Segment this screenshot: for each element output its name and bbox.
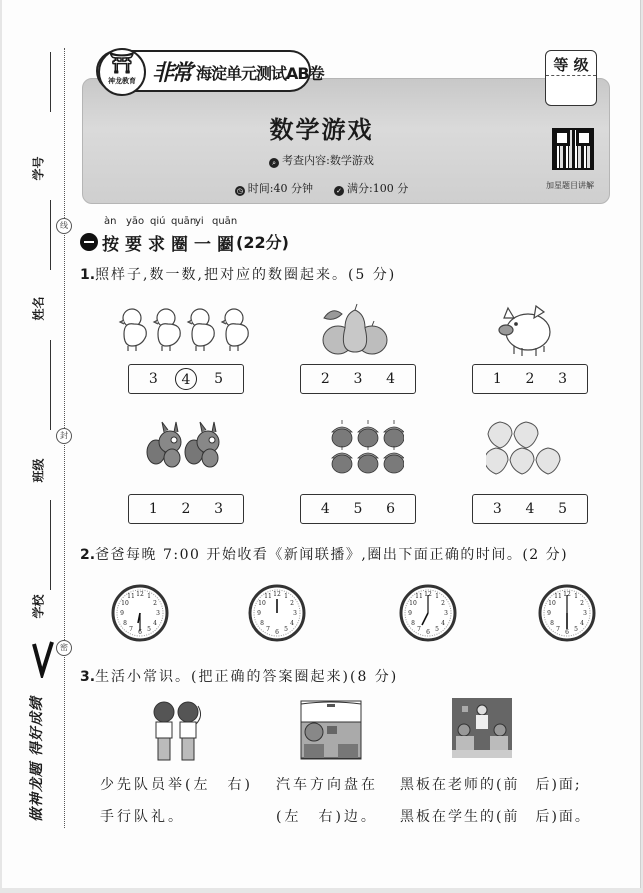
- search-icon: ⌕: [269, 158, 279, 168]
- check-circle-icon: ✓: [334, 186, 344, 196]
- svg-text:7: 7: [417, 626, 421, 633]
- option-circled[interactable]: 4: [175, 368, 197, 390]
- slogan: 做神龙题 得好成绩: [29, 696, 45, 822]
- grade-divider: [546, 75, 596, 76]
- strawberries-picture: [486, 418, 566, 476]
- pears-picture: [320, 300, 390, 356]
- question-text: 生活小常识。(把正确的答案圈起来)(8 分): [95, 669, 399, 685]
- class-label: 班级: [31, 458, 46, 483]
- svg-text:12: 12: [273, 591, 281, 598]
- pig-picture: [496, 300, 556, 358]
- svg-text:4: 4: [153, 620, 157, 627]
- grade-label: 等 级: [553, 56, 589, 74]
- svg-text:12: 12: [136, 591, 144, 598]
- svg-text:2: 2: [441, 600, 445, 607]
- option[interactable]: 3: [214, 501, 224, 517]
- answer-box[interactable]: [128, 494, 244, 524]
- svg-text:3: 3: [444, 610, 448, 617]
- option[interactable]: 4: [386, 371, 396, 387]
- seal-line: 线: [56, 218, 72, 234]
- name-label: 姓名: [31, 296, 46, 321]
- school-field-line: [50, 500, 51, 590]
- svg-text:6: 6: [275, 629, 279, 636]
- pioneers-saluting-picture: [148, 700, 208, 762]
- qr-caption: 加星题目讲解: [546, 181, 594, 190]
- logo-text: 神龙教育: [108, 77, 136, 85]
- answer-box[interactable]: [300, 494, 416, 524]
- option[interactable]: 6: [386, 501, 396, 517]
- svg-text:10: 10: [548, 600, 556, 607]
- clock-option-3[interactable]: [398, 583, 458, 643]
- svg-text:9: 9: [257, 610, 261, 617]
- pinyin: àn: [104, 216, 117, 227]
- name-field-line: [50, 200, 51, 270]
- section-number-badge: [80, 233, 98, 251]
- exam-meta: [0, 180, 643, 196]
- svg-text:1: 1: [435, 593, 439, 600]
- section-score: 。(22分): [220, 233, 289, 252]
- svg-text:4: 4: [441, 620, 445, 627]
- svg-text:8: 8: [411, 620, 415, 627]
- exam-scope: [0, 152, 643, 168]
- classroom-picture: [452, 698, 512, 758]
- svg-text:9: 9: [408, 610, 412, 617]
- ducks-picture: [118, 304, 254, 354]
- svg-text:6: 6: [138, 629, 142, 636]
- answer-box[interactable]: [128, 364, 244, 394]
- page-title: 数学游戏: [269, 116, 374, 144]
- svg-text:10: 10: [121, 600, 129, 607]
- option[interactable]: 3: [558, 371, 568, 387]
- seal-feng: 封: [56, 428, 72, 444]
- svg-text:12: 12: [424, 591, 432, 598]
- gate-icon: ⛩: [109, 51, 135, 75]
- school-label: 学校: [31, 594, 46, 619]
- option[interactable]: 4: [320, 501, 330, 517]
- grade-box: [545, 50, 597, 106]
- seal-mi: 密: [56, 640, 72, 656]
- section-title: 按要求圈一圈: [102, 235, 240, 255]
- svg-text:4: 4: [580, 620, 584, 627]
- score-text: 满分:100 分: [347, 182, 409, 195]
- svg-text:1: 1: [284, 593, 288, 600]
- brand-script: 非常: [152, 60, 191, 86]
- option[interactable]: 2: [181, 501, 191, 517]
- option[interactable]: 2: [320, 371, 330, 387]
- answer-box[interactable]: [300, 364, 416, 394]
- option[interactable]: 1: [492, 371, 502, 387]
- question-3: 3.生活小常识。(把正确的答案圈起来)(8 分): [80, 669, 399, 685]
- svg-text:2: 2: [153, 600, 157, 607]
- answer-box[interactable]: [472, 364, 588, 394]
- svg-text:10: 10: [409, 600, 417, 607]
- question-1: 1.照样子,数一数,把对应的数圈起来。(5 分): [80, 267, 397, 283]
- clock-option-4[interactable]: [537, 583, 597, 643]
- svg-text:2: 2: [290, 600, 294, 607]
- option[interactable]: 3: [492, 501, 502, 517]
- svg-text:1: 1: [147, 593, 151, 600]
- pinyin: qiú: [150, 216, 166, 227]
- car-dashboard-picture: [300, 700, 362, 760]
- pinyin: quān: [171, 216, 197, 227]
- svg-text:12: 12: [563, 591, 571, 598]
- option[interactable]: 1: [148, 501, 158, 517]
- pinyin: yāo: [126, 216, 145, 227]
- time-text: 时间:40 分钟: [247, 182, 313, 195]
- answer-steering-line1: 汽车方向盘在: [276, 777, 378, 793]
- svg-text:5: 5: [284, 626, 288, 633]
- option[interactable]: 3: [148, 371, 158, 387]
- svg-text:3: 3: [156, 610, 160, 617]
- answer-blackboard-teacher[interactable]: 黑板在老师的(前 后)面;: [400, 777, 582, 793]
- clock-icon: ◷: [236, 187, 243, 195]
- svg-text:7: 7: [266, 626, 270, 633]
- checkmark-icon: [32, 640, 54, 678]
- squirrels-picture: [146, 420, 222, 470]
- brand-logo: [98, 48, 146, 96]
- option[interactable]: 5: [214, 371, 224, 387]
- option[interactable]: 3: [353, 371, 363, 387]
- option[interactable]: 4: [525, 501, 535, 517]
- pinyin: yi: [195, 216, 204, 227]
- question-text: 照样子,数一数,把对应的数圈起来。(5 分): [95, 267, 397, 283]
- svg-text:4: 4: [290, 620, 294, 627]
- student-id-field-line: [50, 52, 51, 112]
- svg-text:6: 6: [426, 629, 430, 636]
- option[interactable]: 2: [525, 371, 535, 387]
- class-field-line: [50, 340, 51, 430]
- svg-text:7: 7: [129, 626, 133, 633]
- svg-text:2: 2: [580, 600, 584, 607]
- acorns-picture: [330, 420, 404, 474]
- svg-text:10: 10: [258, 600, 266, 607]
- answer-salute-line1[interactable]: 少先队员举(左 右): [100, 777, 253, 793]
- svg-text:8: 8: [123, 620, 127, 627]
- answer-blackboard-students[interactable]: 黑板在学生的(前 后)面。: [400, 809, 591, 825]
- question-text: 爸爸每晚 7:00 开始收看《新闻联播》,圈出下面正确的时间。(2 分): [95, 547, 569, 563]
- svg-text:9: 9: [120, 610, 124, 617]
- series-name: 海淀单元测试AB卷: [196, 64, 324, 83]
- answer-steering-line2[interactable]: (左 右)边。: [276, 809, 378, 825]
- svg-text:1: 1: [574, 593, 578, 600]
- svg-text:9: 9: [547, 610, 551, 617]
- student-id-label: 学号: [31, 156, 46, 181]
- question-2: 2.爸爸每晚 7:00 开始收看《新闻联播》,圈出下面正确的时间。(2 分): [80, 547, 569, 563]
- answer-salute-line2: 手行队礼。: [100, 809, 185, 825]
- clock-option-2[interactable]: [247, 583, 307, 643]
- svg-text:11: 11: [415, 593, 423, 600]
- scope-text: 考查内容:数学游戏: [282, 154, 374, 167]
- clock-option-1[interactable]: [110, 583, 170, 643]
- pinyin: quān: [212, 216, 238, 227]
- option[interactable]: 5: [558, 501, 568, 517]
- svg-text:3: 3: [293, 610, 297, 617]
- svg-text:5: 5: [574, 626, 578, 633]
- svg-text:5: 5: [147, 626, 151, 633]
- answer-box[interactable]: [472, 494, 588, 524]
- svg-text:11: 11: [127, 593, 135, 600]
- option[interactable]: 5: [353, 501, 363, 517]
- svg-text:5: 5: [435, 626, 439, 633]
- svg-text:3: 3: [583, 610, 587, 617]
- svg-text:11: 11: [264, 593, 272, 600]
- svg-text:11: 11: [554, 593, 562, 600]
- svg-text:8: 8: [260, 620, 264, 627]
- svg-text:6: 6: [565, 629, 569, 636]
- svg-text:7: 7: [556, 626, 560, 633]
- svg-text:8: 8: [550, 620, 554, 627]
